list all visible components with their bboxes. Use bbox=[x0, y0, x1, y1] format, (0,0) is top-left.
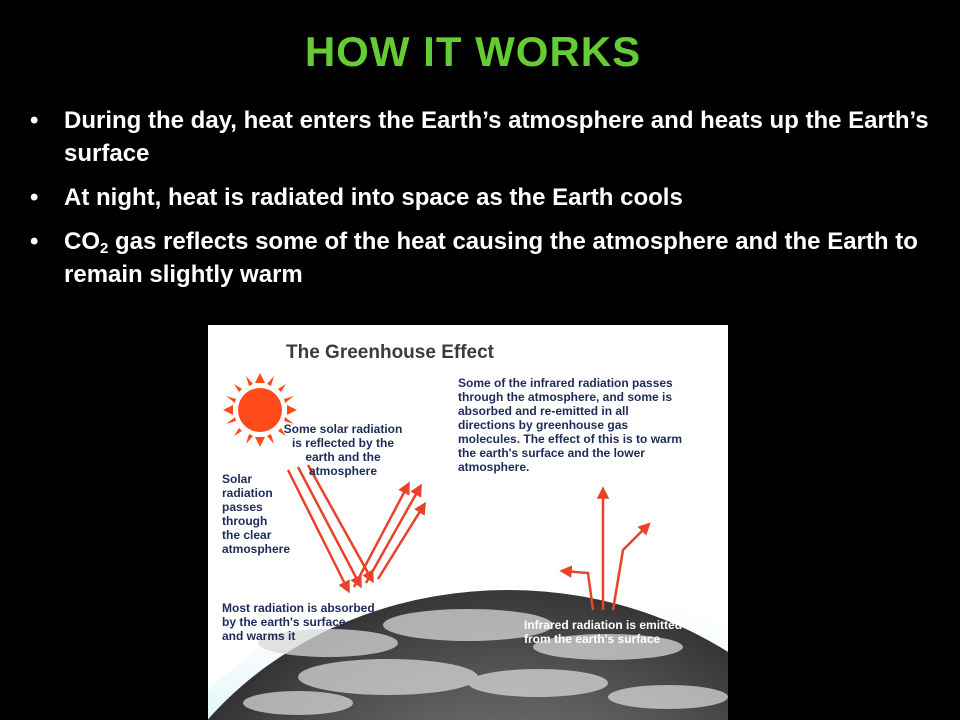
bullet-item bbox=[28, 181, 933, 214]
bullet-item bbox=[28, 225, 933, 291]
svg-text:atmosphere: atmosphere bbox=[308, 464, 378, 478]
bullet-list bbox=[28, 104, 933, 302]
svg-text:from the earth's surface: from the earth's surface bbox=[524, 632, 661, 646]
svg-text:Solar: Solar bbox=[222, 472, 253, 486]
bullet-text-co: CO bbox=[64, 228, 100, 255]
svg-text:and warms it: and warms it bbox=[222, 629, 296, 643]
svg-text:Most radiation is absorbed: Most radiation is absorbed bbox=[222, 601, 375, 615]
svg-text:is reflected by the: is reflected by the bbox=[291, 436, 395, 450]
bullet-text: During the day, heat enters the Earth’s atmosphere and heats up the Earth’s surface bbox=[64, 107, 929, 167]
svg-text:through the atmosphere, and so: through the atmosphere, and some is bbox=[458, 390, 673, 404]
svg-text:Some solar radiation: Some solar radiation bbox=[283, 422, 403, 436]
label-emitted bbox=[524, 618, 682, 646]
svg-text:atmosphere.: atmosphere. bbox=[458, 460, 530, 474]
svg-text:absorbed and re-emitted in all: absorbed and re-emitted in all bbox=[458, 404, 629, 418]
bullet-text: At night, heat is radiated into space as the Earth cools bbox=[64, 184, 683, 211]
svg-text:Infrared radiation is emitted: Infrared radiation is emitted bbox=[524, 618, 683, 632]
diagram-title: The Greenhouse Effect bbox=[286, 342, 494, 363]
svg-text:by the earth's surface: by the earth's surface bbox=[222, 615, 346, 629]
svg-text:passes: passes bbox=[222, 500, 263, 514]
bullet-text-subscript: 2 bbox=[100, 240, 109, 257]
svg-text:radiation: radiation bbox=[222, 486, 273, 500]
svg-text:through: through bbox=[222, 514, 268, 528]
slide-title: HOW IT WORKS bbox=[304, 28, 642, 75]
svg-text:earth and the: earth and the bbox=[305, 450, 381, 464]
svg-text:atmosphere: atmosphere bbox=[222, 542, 291, 556]
greenhouse-diagram bbox=[208, 325, 728, 720]
svg-text:molecules. The effect of this: molecules. The effect of this is to warm bbox=[458, 432, 683, 446]
svg-text:the earth's surface and the lo: the earth's surface and the lower bbox=[458, 446, 645, 460]
svg-text:the clear: the clear bbox=[222, 528, 272, 542]
svg-text:Some of the infrared radiation: Some of the infrared radiation passes bbox=[458, 376, 673, 390]
bullet-text-rest: gas reflects some of the heat causing the atmosphere and the Earth to remain slightly warm bbox=[64, 228, 918, 288]
svg-text:directions by greenhouse gas: directions by greenhouse gas bbox=[458, 418, 629, 432]
bullet-item bbox=[28, 104, 933, 170]
